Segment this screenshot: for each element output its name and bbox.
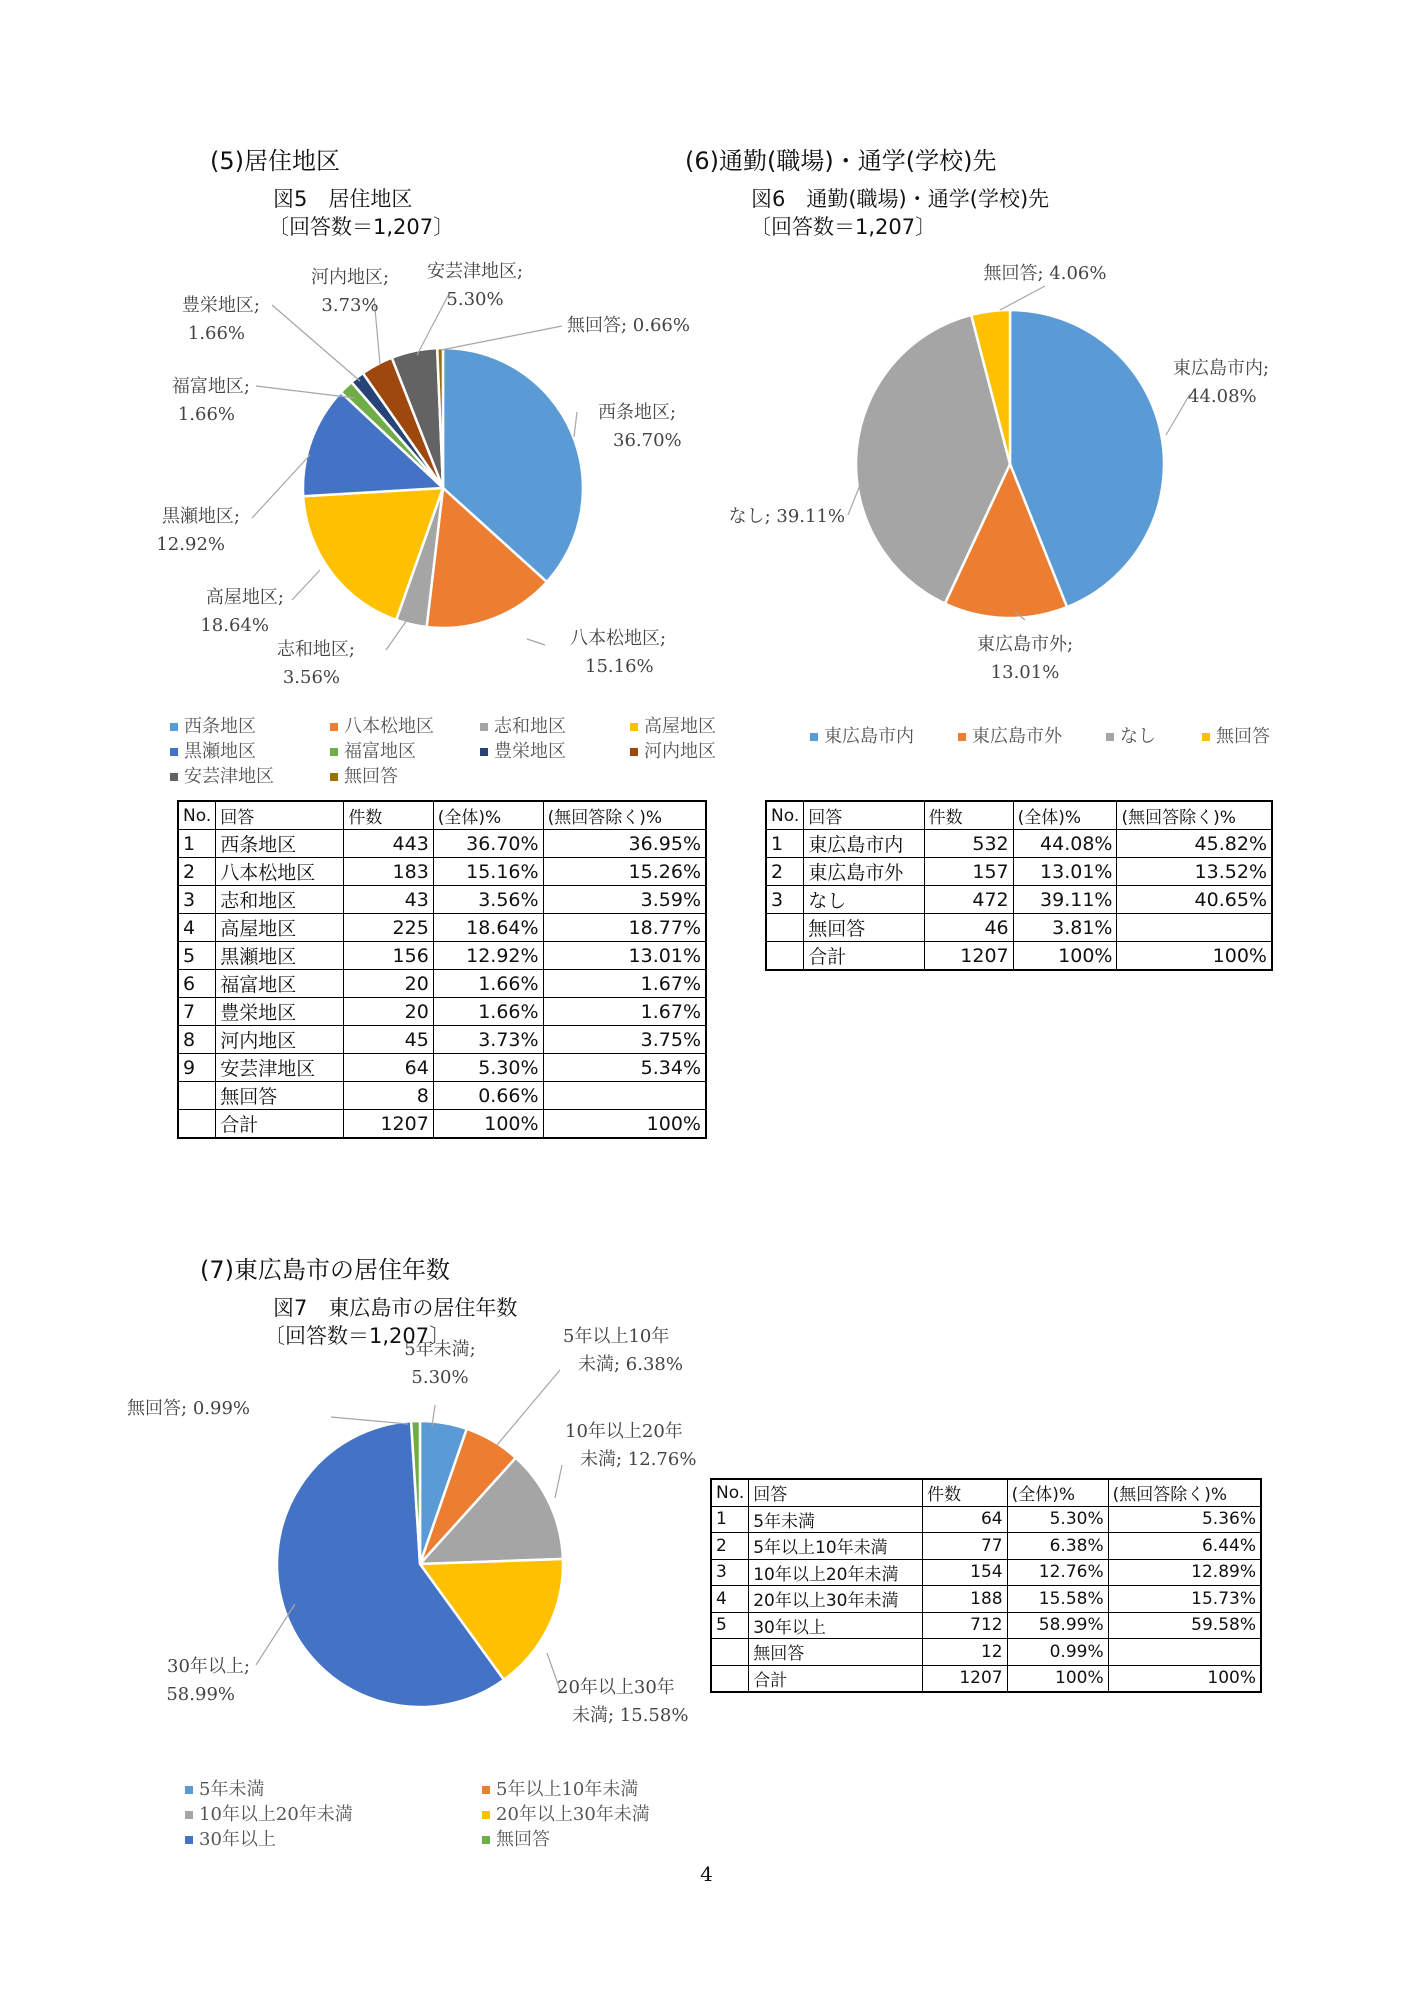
table7-header-cell: (全体)%	[1007, 1479, 1108, 1506]
pie5-label-3: 高屋地区;	[205, 587, 284, 608]
pie5-leader-1	[527, 639, 545, 645]
table5-cell	[543, 1082, 706, 1110]
legend5-swatch	[330, 723, 338, 731]
legend7-swatch	[185, 1811, 193, 1819]
table5-cell: 5.34%	[543, 1054, 706, 1082]
table5-cell: 福富地区	[216, 970, 344, 998]
legend5-item	[630, 712, 716, 738]
table-row	[178, 970, 706, 998]
table6-cell: 東広島市内	[804, 830, 924, 858]
table6-cell: 40.65%	[1117, 886, 1272, 914]
legend6-swatch	[1106, 733, 1114, 741]
table-row	[711, 1559, 1261, 1586]
table6-header-row	[766, 801, 1272, 830]
table6-cell: 532	[924, 830, 1013, 858]
table5-cell: 1.66%	[433, 998, 543, 1026]
table7-cell: 2	[711, 1533, 749, 1560]
legend5-item	[480, 712, 566, 738]
pie6-label-1: 東広島市外;	[976, 634, 1074, 655]
table5-cell: 6	[178, 970, 216, 998]
pie6-label-2: なし; 39.11%	[728, 506, 845, 527]
table5-header-cell: No.	[178, 801, 216, 830]
pie5-label-1: 八本松地区;	[570, 628, 667, 649]
legend5-label: 安芸津地区	[184, 766, 274, 787]
legend7-swatch	[482, 1786, 490, 1794]
table5-cell: 黒瀬地区	[216, 942, 344, 970]
legend5-swatch	[630, 748, 638, 756]
legend7-label: 5年未満	[199, 1779, 265, 1800]
legend7-label: 無回答	[496, 1829, 550, 1850]
table7-header-cell: (無回答除く)%	[1108, 1479, 1261, 1506]
table7-cell: 無回答	[749, 1639, 923, 1666]
legend7-item	[482, 1775, 638, 1801]
legend5-item	[170, 712, 256, 738]
section5-heading: (5)居住地区	[210, 147, 340, 175]
table7-header-cell: 件数	[923, 1479, 1007, 1506]
table5-cell: 志和地区	[216, 886, 344, 914]
pie7-value-0: 5.30%	[411, 1367, 469, 1388]
table7-cell: 12	[923, 1639, 1007, 1666]
table7-cell: 0.99%	[1007, 1639, 1108, 1666]
pie7-label-4: 30年以上;	[167, 1656, 250, 1677]
pie6-label-0: 東広島市内;	[1173, 358, 1270, 379]
pie5-value-0: 36.70%	[613, 430, 682, 451]
table5-cell: 100%	[543, 1110, 706, 1139]
legend6	[810, 722, 1310, 752]
legend7-item	[482, 1825, 550, 1851]
table6-cell	[766, 914, 804, 942]
pie5-leader-8	[417, 292, 450, 355]
legend7-swatch	[482, 1811, 490, 1819]
table5-cell: 0.66%	[433, 1082, 543, 1110]
pie6-value-0: 44.08%	[1188, 386, 1257, 407]
table7-cell: 59.58%	[1108, 1612, 1261, 1639]
table7-cell: 15.58%	[1007, 1586, 1108, 1613]
pie6-leader-3	[1000, 286, 1045, 310]
table-row	[178, 830, 706, 858]
table7-cell: 4	[711, 1586, 749, 1613]
table7-cell	[711, 1639, 749, 1666]
table6-header-cell: (無回答除く)%	[1117, 801, 1272, 830]
table5-cell: 18.77%	[543, 914, 706, 942]
table6-cell: 2	[766, 858, 804, 886]
table-row	[766, 830, 1272, 858]
page-number: 4	[700, 1862, 713, 1886]
table7-cell: 20年以上30年未満	[749, 1586, 923, 1613]
table5-cell: 河内地区	[216, 1026, 344, 1054]
table-row	[766, 942, 1272, 971]
pie6-value-1: 13.01%	[990, 662, 1060, 683]
pie5-value-2: 3.56%	[282, 667, 340, 688]
table5-cell: 20	[344, 970, 433, 998]
pie5-value-3: 18.64%	[200, 615, 269, 636]
legend6-label: 東広島市外	[972, 726, 1062, 747]
table5-cell: 3.75%	[543, 1026, 706, 1054]
table6-cell: 472	[924, 886, 1013, 914]
table5-cell: 9	[178, 1054, 216, 1082]
table6-cell: 45.82%	[1117, 830, 1272, 858]
legend7-label: 20年以上30年未満	[496, 1804, 650, 1825]
legend5-swatch	[330, 773, 338, 781]
table5-cell: 45	[344, 1026, 433, 1054]
table5-cell: 13.01%	[543, 942, 706, 970]
table6-cell: なし	[804, 886, 924, 914]
table6-cell: 13.52%	[1117, 858, 1272, 886]
table5-cell: 18.64%	[433, 914, 543, 942]
table5-cell: 8	[178, 1026, 216, 1054]
legend6-item	[1106, 722, 1156, 748]
table5-cell: 3.56%	[433, 886, 543, 914]
fig7-count: 〔回答数＝1,207〕	[264, 1324, 451, 1348]
pie5-label-9: 無回答; 0.66%	[567, 315, 690, 336]
table5-cell: 12.92%	[433, 942, 543, 970]
pie5-label-2: 志和地区;	[276, 639, 355, 660]
pie5-label-8: 安芸津地区;	[426, 261, 524, 282]
legend7-label: 30年以上	[199, 1829, 276, 1850]
legend6-label: 東広島市内	[824, 726, 914, 747]
legend5	[170, 712, 770, 792]
legend5-item	[480, 737, 566, 763]
table7-cell: 3	[711, 1559, 749, 1586]
pie7-label-0: 5年未満;	[404, 1339, 476, 1360]
legend7-swatch	[482, 1836, 490, 1844]
table5-cell: 西条地区	[216, 830, 344, 858]
table7-cell: 5年以上10年未満	[749, 1533, 923, 1560]
table-row	[178, 886, 706, 914]
pie7-label-2: 10年以上20年	[565, 1421, 683, 1442]
legend6-label: 無回答	[1216, 726, 1270, 747]
table6-header-cell: 件数	[924, 801, 1013, 830]
table6-cell: 100%	[1117, 942, 1272, 971]
table6-cell: 39.11%	[1013, 886, 1117, 914]
table5-cell: 4	[178, 914, 216, 942]
table5-cell	[178, 1082, 216, 1110]
pie7-leader-1	[497, 1370, 560, 1445]
legend5-swatch	[170, 773, 178, 781]
table-row	[711, 1506, 1261, 1533]
legend6-label: なし	[1120, 726, 1156, 747]
legend5-label: 河内地区	[644, 741, 716, 762]
table5-header-cell: (無回答除く)%	[543, 801, 706, 830]
table6-header-cell: (全体)%	[1013, 801, 1117, 830]
pie5-label-5: 福富地区;	[171, 376, 250, 397]
table7-cell: 10年以上20年未満	[749, 1559, 923, 1586]
legend5-item	[170, 737, 256, 763]
table5-header-row	[178, 801, 706, 830]
table5-cell: 5.30%	[433, 1054, 543, 1082]
pie5-leader-6	[272, 305, 360, 381]
table7-header-cell: 回答	[749, 1479, 923, 1506]
table5-header-cell: (全体)%	[433, 801, 543, 830]
table6-cell: 1	[766, 830, 804, 858]
legend5-label: 高屋地区	[644, 716, 716, 737]
table6-cell: 100%	[1013, 942, 1117, 971]
legend6-item	[810, 722, 914, 748]
table7-cell: 100%	[1108, 1665, 1261, 1692]
table-row	[766, 858, 1272, 886]
legend7-label: 5年以上10年未満	[496, 1779, 639, 1800]
table-row	[178, 858, 706, 886]
legend7	[185, 1775, 785, 1855]
table6-cell: 44.08%	[1013, 830, 1117, 858]
table7-cell: 100%	[1007, 1665, 1108, 1692]
table5-cell: 安芸津地区	[216, 1054, 344, 1082]
pie5-label-6: 豊栄地区;	[181, 295, 260, 316]
table7-cell	[711, 1665, 749, 1692]
table5-cell: 5	[178, 942, 216, 970]
table6-cell: 合計	[804, 942, 924, 971]
legend7-label: 10年以上20年未満	[199, 1804, 353, 1825]
table5-cell: 3.73%	[433, 1026, 543, 1054]
table5-cell: 2	[178, 858, 216, 886]
table-row	[178, 1082, 706, 1110]
legend5-swatch	[630, 723, 638, 731]
legend7-swatch	[185, 1786, 193, 1794]
table5-cell	[178, 1110, 216, 1139]
table6-cell	[1117, 914, 1272, 942]
table5-cell: 1.67%	[543, 998, 706, 1026]
legend5-label: 無回答	[344, 766, 398, 787]
legend5-swatch	[480, 723, 488, 731]
pie5-value-1: 15.16%	[585, 656, 654, 677]
table6-header-cell: 回答	[804, 801, 924, 830]
table7-cell: 12.76%	[1007, 1559, 1108, 1586]
fig6-count: 〔回答数＝1,207〕	[750, 215, 937, 239]
table7-cell: 5年未満	[749, 1506, 923, 1533]
pie7-leader-2	[555, 1465, 562, 1498]
table7-cell: 12.89%	[1108, 1559, 1261, 1586]
legend5-label: 豊栄地区	[494, 741, 566, 762]
table-row	[766, 914, 1272, 942]
table5-cell: 43	[344, 886, 433, 914]
legend6-item	[958, 722, 1062, 748]
legend5-swatch	[170, 748, 178, 756]
table5-cell: 1.67%	[543, 970, 706, 998]
table5-cell: 36.95%	[543, 830, 706, 858]
table-row	[711, 1639, 1261, 1666]
table6-cell: 東広島市外	[804, 858, 924, 886]
table7-cell: 712	[923, 1612, 1007, 1639]
table5-cell: 225	[344, 914, 433, 942]
legend6-swatch	[1202, 733, 1210, 741]
table5-cell: 豊栄地区	[216, 998, 344, 1026]
table-row	[766, 886, 1272, 914]
table-row	[178, 914, 706, 942]
fig5-count: 〔回答数＝1,207〕	[268, 215, 455, 239]
table7-cell: 77	[923, 1533, 1007, 1560]
table5-header-cell: 件数	[344, 801, 433, 830]
table7-header-cell: No.	[711, 1479, 749, 1506]
pie7-leader-5	[331, 1417, 408, 1424]
table6-cell: 13.01%	[1013, 858, 1117, 886]
table5-cell: 1.66%	[433, 970, 543, 998]
pie5-leader-2	[386, 620, 407, 650]
table7-cell: 30年以上	[749, 1612, 923, 1639]
legend5-label: 八本松地区	[344, 716, 434, 737]
pie6-leader-0	[1166, 394, 1190, 435]
legend5-item	[630, 737, 716, 763]
table7-cell: 5	[711, 1612, 749, 1639]
table5-header-cell: 回答	[216, 801, 344, 830]
fig7-title: 図7 東広島市の居住年数	[273, 1296, 518, 1320]
legend7-item	[482, 1800, 650, 1826]
table5-cell: 36.70%	[433, 830, 543, 858]
table5-cell: 1207	[344, 1110, 433, 1139]
pie5-value-4: 12.92%	[156, 534, 225, 555]
pie7-label-5: 無回答; 0.99%	[127, 1398, 250, 1419]
section7-heading: (7)東広島市の居住年数	[200, 1256, 450, 1284]
table-row	[711, 1665, 1261, 1692]
pie7	[127, 1325, 696, 1726]
table7	[710, 1478, 1262, 1693]
legend7-swatch	[185, 1836, 193, 1844]
table-row	[178, 1026, 706, 1054]
legend5-swatch	[330, 748, 338, 756]
table5-cell: 1	[178, 830, 216, 858]
table5-cell: 156	[344, 942, 433, 970]
table5-cell: 3.59%	[543, 886, 706, 914]
table7-cell: 1	[711, 1506, 749, 1533]
pie5-leader-4	[252, 455, 310, 518]
table7-cell: 64	[923, 1506, 1007, 1533]
table7-cell: 5.30%	[1007, 1506, 1108, 1533]
table6-cell: 無回答	[804, 914, 924, 942]
table7-cell: 合計	[749, 1665, 923, 1692]
legend5-label: 黒瀬地区	[184, 741, 256, 762]
table5-cell: 8	[344, 1082, 433, 1110]
table6-header-cell: No.	[766, 801, 804, 830]
legend5-item	[330, 737, 416, 763]
legend6-item	[1202, 722, 1270, 748]
table6-cell: 3	[766, 886, 804, 914]
table6-cell: 1207	[924, 942, 1013, 971]
pie5-label-7: 河内地区;	[310, 267, 390, 288]
pie5-label-0: 西条地区;	[598, 402, 677, 423]
legend5-item	[330, 712, 434, 738]
table5-cell: 八本松地区	[216, 858, 344, 886]
table7-cell	[1108, 1639, 1261, 1666]
table-row	[178, 1110, 706, 1139]
fig6-title: 図6 通勤(職場)・通学(学校)先	[751, 187, 1050, 211]
table5-cell: 64	[344, 1054, 433, 1082]
table5-cell: 443	[344, 830, 433, 858]
pie5-label-4: 黒瀬地区;	[161, 506, 240, 527]
table-row	[178, 998, 706, 1026]
table5-cell: 3	[178, 886, 216, 914]
pie7-value-3: 未満; 15.58%	[572, 1705, 689, 1726]
table7-cell: 1207	[923, 1665, 1007, 1692]
legend7-item	[185, 1800, 353, 1826]
pie5	[156, 261, 690, 688]
legend5-label: 福富地区	[344, 741, 416, 762]
table7-cell: 154	[923, 1559, 1007, 1586]
legend7-item	[185, 1825, 276, 1851]
pie5-leader-3	[292, 570, 320, 600]
table-row	[711, 1533, 1261, 1560]
table5	[177, 800, 707, 1139]
pie5-leader-9	[441, 326, 562, 350]
legend5-item	[170, 762, 274, 788]
table7-cell: 5.36%	[1108, 1506, 1261, 1533]
pie5-value-5: 1.66%	[177, 404, 235, 425]
pie6	[729, 263, 1270, 683]
legend5-item	[330, 762, 398, 788]
table5-cell: 100%	[433, 1110, 543, 1139]
table5-cell: 183	[344, 858, 433, 886]
table7-cell: 6.38%	[1007, 1533, 1108, 1560]
pie7-value-4: 58.99%	[166, 1684, 235, 1705]
table5-cell: 20	[344, 998, 433, 1026]
table5-cell: 7	[178, 998, 216, 1026]
pie7-label-1: 5年以上10年	[563, 1326, 670, 1347]
table7-header-row	[711, 1479, 1261, 1506]
table5-cell: 15.26%	[543, 858, 706, 886]
table5-cell: 高屋地区	[216, 914, 344, 942]
legend5-label: 志和地区	[494, 716, 566, 737]
table6-cell: 157	[924, 858, 1013, 886]
table7-cell: 188	[923, 1586, 1007, 1613]
table5-cell: 無回答	[216, 1082, 344, 1110]
table-row	[711, 1612, 1261, 1639]
table6-cell: 3.81%	[1013, 914, 1117, 942]
fig5-title: 図5 居住地区	[273, 187, 413, 211]
table6-cell: 46	[924, 914, 1013, 942]
pie6-label-3: 無回答; 4.06%	[983, 263, 1107, 284]
pie5-value-6: 1.66%	[187, 323, 245, 344]
legend5-swatch	[170, 723, 178, 731]
pie7-label-3: 20年以上30年	[557, 1677, 675, 1698]
pie5-leader-0	[574, 412, 577, 437]
legend5-label: 西条地区	[184, 716, 256, 737]
section6-heading: (6)通勤(職場)・通学(学校)先	[685, 147, 997, 175]
legend7-item	[185, 1775, 264, 1801]
pie5-value-8: 5.30%	[446, 289, 504, 310]
table5-cell: 合計	[216, 1110, 344, 1139]
table5-cell: 15.16%	[433, 858, 543, 886]
pie7-leader-4	[256, 1604, 295, 1665]
pie7-value-2: 未満; 12.76%	[580, 1449, 697, 1470]
legend6-swatch	[958, 733, 966, 741]
table6	[765, 800, 1273, 971]
table-row	[711, 1586, 1261, 1613]
legend5-swatch	[480, 748, 488, 756]
table7-cell: 6.44%	[1108, 1533, 1261, 1560]
table7-cell: 58.99%	[1007, 1612, 1108, 1639]
table6-cell	[766, 942, 804, 971]
pie5-value-7: 3.73%	[321, 295, 379, 316]
table-row	[178, 942, 706, 970]
table-row	[178, 1054, 706, 1082]
table7-cell: 15.73%	[1108, 1586, 1261, 1613]
legend6-swatch	[810, 733, 818, 741]
pie7-value-1: 未満; 6.38%	[578, 1354, 683, 1375]
